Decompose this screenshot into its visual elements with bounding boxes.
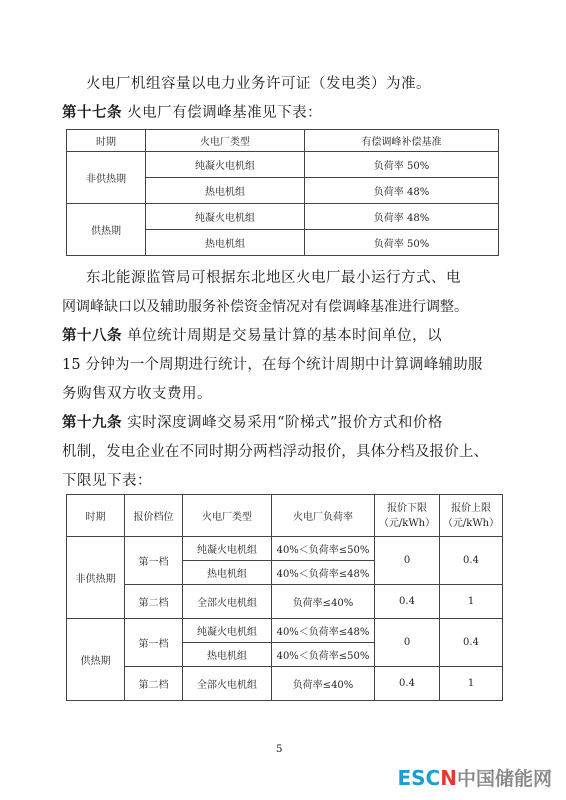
- t2-price-low: 0: [375, 537, 440, 585]
- t2-cell-type: 全部火电机组: [183, 667, 272, 701]
- t2-cell-load: 40%＜负荷率≤50%: [272, 537, 375, 561]
- page-number: 5: [276, 744, 283, 755]
- t1-header-type: 火电厂类型: [146, 130, 305, 152]
- t1-cell-baseline: 负荷率 48%: [305, 204, 499, 230]
- t1-cell-baseline: 负荷率 48%: [305, 178, 499, 204]
- t2-cell-type: 全部火电机组: [183, 585, 272, 619]
- t1-cell-type: 纯凝火电机组: [146, 152, 305, 178]
- article-18-line1: [62, 326, 518, 346]
- t2-price-high: 1: [440, 667, 503, 701]
- t2-header-price-high: 报价上限 （元/kWh）: [440, 495, 503, 537]
- article-19-line3: 下限见下表：: [62, 473, 152, 489]
- paragraph-capacity: 火电厂机组容量以电力业务许可证（发电类）为准。: [86, 76, 431, 92]
- t2-cell-load: 40%＜负荷率≤48%: [272, 619, 375, 643]
- t2-cell-type: 纯凝火电机组: [183, 619, 272, 643]
- article-19-line2: 机制，发电企业在不同时期分两档浮动报价，具体分档及报价上、: [62, 444, 489, 460]
- t1-cell-type: 热电机组: [146, 230, 305, 256]
- article-18-heading: 第十八条: [62, 327, 122, 344]
- article-18-line3: 务购售双方收支费用。: [62, 386, 212, 402]
- t2-cell-load: 负荷率≤40%: [272, 667, 375, 701]
- paragraph-adjustment-line2: 网调峰缺口以及辅助服务补偿资金情况对有偿调峰基准进行调整。: [62, 299, 468, 315]
- t2-tier-first: 第一档: [125, 619, 183, 667]
- t2-header-period: 时期: [67, 495, 125, 537]
- t2-cell-load: 负荷率≤40%: [272, 585, 375, 619]
- t2-period-nonheating: 非供热期: [67, 537, 125, 619]
- paragraph-adjustment-line1: 东北能源监管局可根据东北地区火电厂最小运行方式、电: [86, 270, 461, 286]
- article-19-line1: [62, 413, 518, 433]
- article-18-text: 单位统计周期是交易量计算的基本时间单位，以: [127, 328, 443, 344]
- t2-cell-type: 纯凝火电机组: [183, 537, 272, 561]
- t2-price-low: 0: [375, 619, 440, 667]
- article-18-line2: 15 分钟为一个周期进行统计，在每个统计周期中计算调峰辅助服: [62, 357, 483, 373]
- watermark-esc: ESC: [397, 766, 441, 790]
- t2-header-load: 火电厂负荷率: [272, 495, 375, 537]
- t1-header-period: 时期: [67, 130, 146, 152]
- t1-cell-type: 纯凝火电机组: [146, 204, 305, 230]
- t1-period-heating: 供热期: [67, 204, 146, 256]
- t1-cell-type: 热电机组: [146, 178, 305, 204]
- compensation-baseline-table: [66, 129, 499, 256]
- t2-cell-load: 40%＜负荷率≤50%: [272, 643, 375, 667]
- watermark-n: N: [440, 766, 457, 790]
- t2-cell-type: 热电机组: [183, 561, 272, 585]
- t2-price-high: 0.4: [440, 619, 503, 667]
- t2-price-high: 0.4: [440, 537, 503, 585]
- t2-header-price-low: 报价下限 （元/kWh）: [375, 495, 440, 537]
- t2-period-heating: 供热期: [67, 619, 125, 701]
- article-17: [62, 103, 518, 123]
- article-19-heading: 第十九条: [62, 414, 122, 431]
- watermark-site-name: 中国储能网: [456, 768, 552, 790]
- t2-cell-load: 40%＜负荷率≤48%: [272, 561, 375, 585]
- article-17-heading: 第十七条: [62, 104, 122, 121]
- t2-header-tier: 报价档位: [125, 495, 183, 537]
- t2-tier-second: 第二档: [125, 585, 183, 619]
- watermark-logo: [397, 764, 552, 791]
- t2-price-low: 0.4: [375, 585, 440, 619]
- t2-tier-second: 第二档: [125, 667, 183, 701]
- t1-header-baseline: 有偿调峰补偿基准: [305, 130, 499, 152]
- t1-cell-baseline: 负荷率 50%: [305, 230, 499, 256]
- article-17-text: 火电厂有偿调峰基准见下表：: [127, 105, 323, 121]
- t2-price-high: 1: [440, 585, 503, 619]
- t2-cell-type: 热电机组: [183, 643, 272, 667]
- article-19-text: 实时深度调峰交易采用“阶梯式”报价方式和价格: [127, 415, 443, 431]
- t1-period-nonheating: 非供热期: [67, 152, 146, 204]
- t2-header-type: 火电厂类型: [183, 495, 272, 537]
- t2-price-low: 0.4: [375, 667, 440, 701]
- t1-cell-baseline: 负荷率 50%: [305, 152, 499, 178]
- t2-tier-first: 第一档: [125, 537, 183, 585]
- tiered-price-table: [66, 494, 503, 701]
